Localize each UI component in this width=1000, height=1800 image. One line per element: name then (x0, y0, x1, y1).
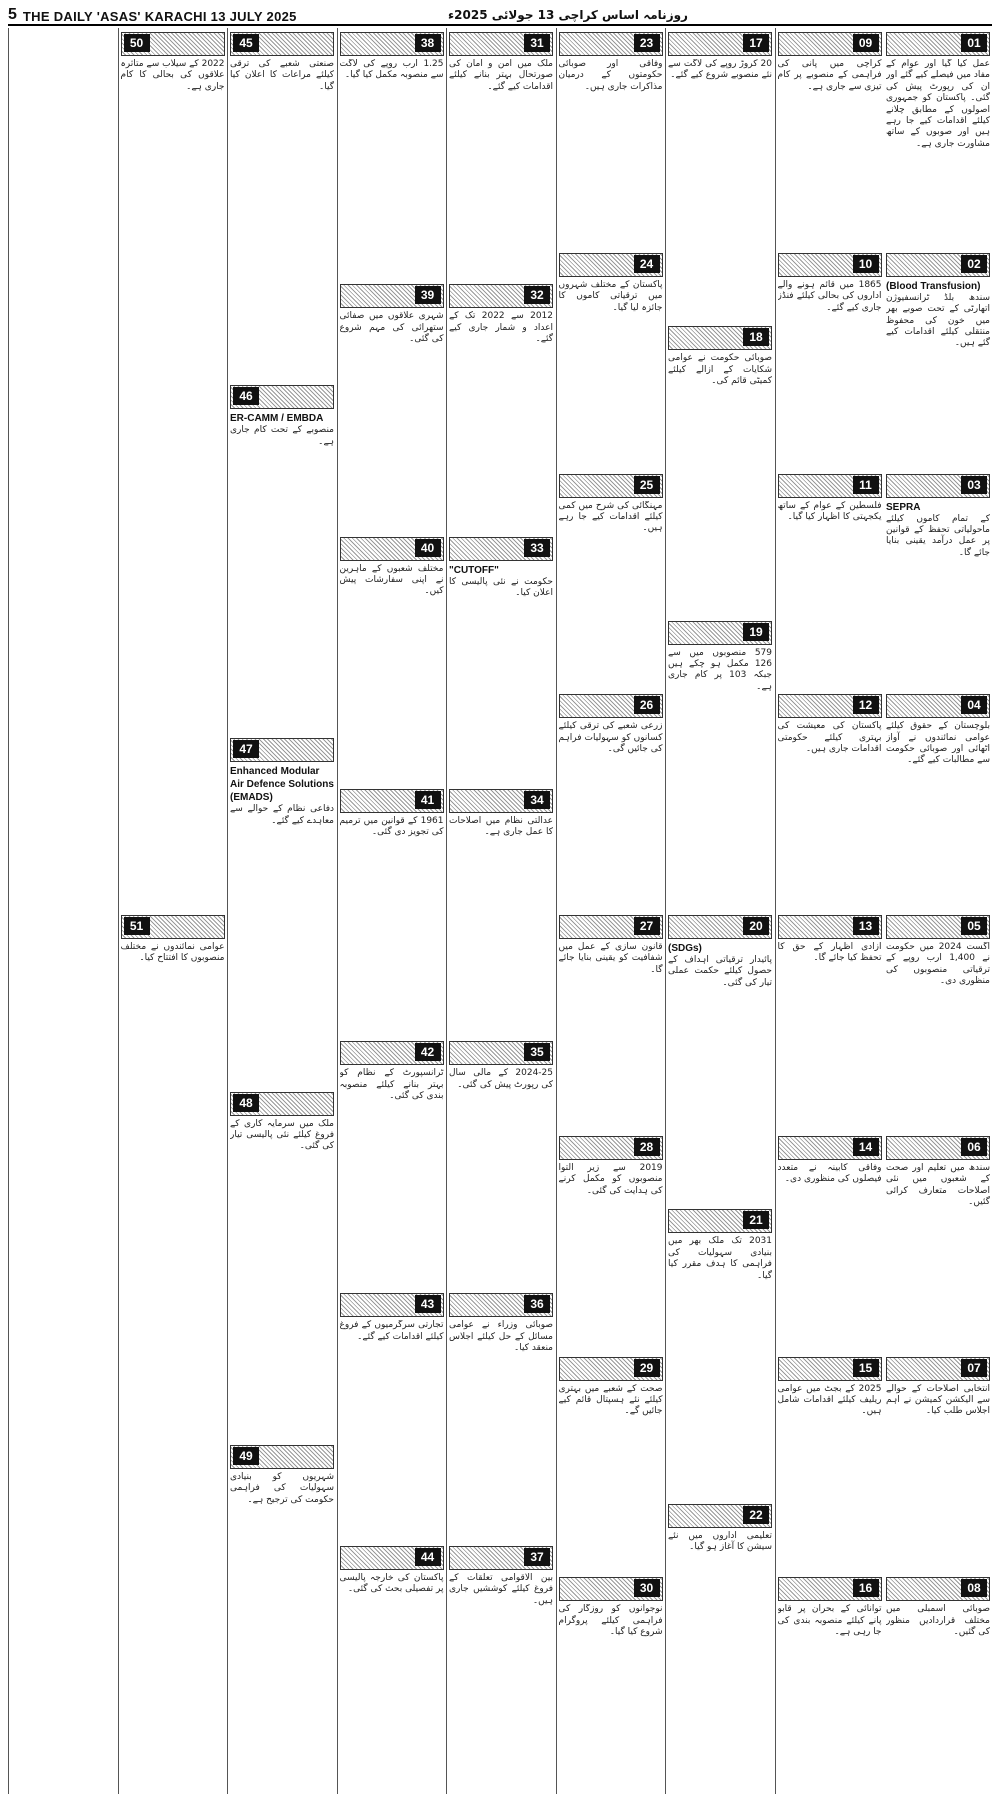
item-body-text: منصوبے کے تحت کام جاری ہے۔ (230, 425, 334, 447)
newspaper-title-ur: روزنامہ اساس کراچی 13 جولائی 2025ء (448, 8, 688, 22)
news-item (886, 1577, 990, 1790)
item-body-text: بین الاقوامی تعلقات کے فروغ کیلئے کوششیں جاری ہیں۔ (449, 1572, 553, 1606)
news-item (340, 1293, 444, 1537)
item-number: 36 (524, 1295, 550, 1313)
newspaper-title-en: THE DAILY 'ASAS' KARACHI 13 JULY 2025 (22, 9, 297, 24)
news-item (340, 32, 444, 276)
news-item (778, 1357, 882, 1570)
item-body-text: صحت کے شعبے میں بہتری کیلئے نئے ہسپتال قائم کیے جائیں گے۔ (558, 1383, 663, 1417)
item-number-badge (668, 915, 772, 939)
item-body-text: 2025 کے بجٹ میں عوامی ریلیف کیلئے اقدامات شامل ہیں۔ (777, 1383, 882, 1417)
item-number-badge (449, 32, 553, 56)
news-item (886, 694, 990, 907)
item-number-badge (886, 32, 990, 56)
item-number-badge (340, 1546, 444, 1570)
item-number: 30 (634, 1579, 660, 1597)
column-5 (446, 28, 555, 1794)
item-body-text: 2024-25 کے مالی سال کی رپورٹ پیش کی گئی۔ (449, 1068, 553, 1090)
item-number-badge (668, 621, 772, 645)
item-number: 28 (634, 1138, 660, 1156)
item-number-badge (778, 915, 882, 939)
item-number: 05 (961, 917, 987, 935)
item-number-badge (559, 915, 663, 939)
item-english-term: "CUTOFF" (449, 564, 499, 576)
item-number-badge (559, 1136, 663, 1160)
item-body-text: ٹرانسپورٹ کے نظام کو بہتر بنانے کیلئے منصوبہ بندی کی گئی۔ (339, 1068, 444, 1101)
column-3 (665, 28, 774, 1794)
item-number: 15 (853, 1359, 879, 1377)
item-number: 38 (415, 34, 441, 52)
item-english-term: (SDGs) (668, 943, 702, 954)
item-body-text: عدالتی نظام میں اصلاحات کا عمل جاری ہے۔ (449, 815, 553, 838)
news-item (340, 1546, 444, 1790)
item-english-term: (Blood Transfusion) (886, 280, 981, 292)
item-number: 13 (853, 917, 879, 935)
item-number-badge (886, 915, 990, 939)
news-item (778, 1577, 882, 1790)
item-number: 27 (634, 917, 660, 935)
newspaper-columns (8, 28, 992, 1794)
news-item (778, 694, 882, 907)
item-body-text: صوبائی حکومت نے عوامی شکایات کے ازالے کیلئے کمیٹی قائم کی۔ (668, 353, 772, 387)
item-number-badge (340, 32, 444, 56)
item-number: 20 (743, 917, 769, 935)
item-number-badge (886, 1136, 990, 1160)
item-number: 19 (743, 623, 769, 641)
item-number: 50 (124, 34, 150, 52)
item-number-badge (449, 284, 553, 308)
column-6 (337, 28, 446, 1794)
item-number-badge (778, 694, 882, 718)
item-number-badge (230, 32, 334, 56)
news-item (778, 474, 882, 687)
item-body-text: انتخابی اصلاحات کے حوالے سے الیکشن کمیشن نے اہم اجلاس طلب کیا۔ (886, 1383, 990, 1417)
item-number: 25 (634, 476, 660, 494)
news-item (559, 253, 663, 466)
item-body-text: تجارتی سرگرمیوں کے فروغ کیلئے اقدامات کیے گئے۔ (339, 1320, 444, 1342)
item-number-badge (230, 1445, 334, 1469)
item-number: 01 (961, 34, 987, 52)
item-number: 29 (634, 1359, 660, 1377)
news-item (449, 537, 553, 781)
item-number: 51 (124, 917, 150, 935)
item-number-badge (778, 1357, 882, 1381)
news-item (886, 915, 990, 1128)
news-item (230, 1445, 334, 1790)
news-item (559, 1357, 663, 1570)
item-number-badge (449, 537, 553, 561)
item-body-text: کے تمام کاموں کیلئے ماحولیاتی تحفظ کے قوانین پر عمل درآمد یقینی بنایا جائے گا۔ (886, 513, 990, 558)
item-body-text: ملک میں امن و امان کی صورتحال بہتر بنانے کیلئے اقدامات کیے گئے۔ (449, 59, 553, 92)
news-item (340, 537, 444, 781)
news-item (668, 1504, 772, 1790)
item-body-text: 2019 سے زیر التوا منصوبوں کو مکمل کرنے کی ہدایت کی گئی۔ (558, 1162, 663, 1196)
item-number: 09 (853, 34, 879, 52)
item-number: 45 (233, 34, 259, 52)
news-item (559, 694, 663, 907)
item-number: 43 (415, 1295, 441, 1313)
news-item (449, 1546, 553, 1790)
item-body-text: 579 منصوبوں میں سے 126 مکمل ہو چکے ہیں جبکہ 103 پر کام جاری ہے۔ (668, 647, 772, 692)
item-body-text: توانائی کے بحران پر قابو پانے کیلئے منصوبہ بندی کی جا رہی ہے۔ (777, 1604, 882, 1638)
item-number-badge (559, 32, 663, 56)
item-number: 23 (634, 34, 660, 52)
item-body-text: حکومت نے نئی پالیسی کا اعلان کیا۔ (449, 576, 553, 598)
news-item (559, 474, 663, 687)
news-item (886, 1357, 990, 1570)
news-item (668, 1209, 772, 1495)
item-number: 26 (634, 696, 660, 714)
item-body-text: پاکستان کی معیشت کی بہتری کیلئے حکومتی اقدامات جاری ہیں۔ (777, 721, 882, 755)
item-number: 39 (415, 286, 441, 304)
item-number-badge (230, 385, 334, 409)
item-number: 03 (961, 476, 987, 494)
item-number-badge (230, 738, 334, 762)
item-body-text: دفاعی نظام کے حوالے سے معاہدے کیے گئے۔ (230, 804, 334, 826)
item-number-badge (559, 1577, 663, 1601)
news-item (230, 32, 334, 377)
news-item (449, 1293, 553, 1537)
item-number: 47 (233, 740, 259, 758)
item-body-text: کراچی میں پانی کی فراہمی کے منصوبے پر کام تیزی سے جاری ہے۔ (777, 59, 882, 92)
item-body-text: صنعتی شعبے کی ترقی کیلئے مراعات کا اعلان کیا گیا۔ (230, 59, 334, 92)
item-number-badge (449, 789, 553, 813)
news-item (668, 326, 772, 612)
news-item (230, 385, 334, 730)
item-body-text: وفاقی اور صوبائی حکومتوں کے درمیان مذاکرات جاری ہیں۔ (558, 59, 663, 92)
item-body-text: آزادی اظہار کے حق کا تحفظ کیا جائے گا۔ (777, 942, 882, 964)
item-number-badge (559, 253, 663, 277)
item-number-badge (340, 537, 444, 561)
news-item (449, 1041, 553, 1285)
item-english-term: Enhanced Modular Air Defence Solutions (EMADS) (230, 766, 334, 804)
item-number: 35 (524, 1043, 550, 1061)
news-item (559, 915, 663, 1128)
item-number-badge (449, 1041, 553, 1065)
item-number: 07 (961, 1359, 987, 1377)
item-number: 42 (415, 1043, 441, 1061)
item-number: 06 (961, 1138, 987, 1156)
item-number-badge (559, 1357, 663, 1381)
item-body-text: بلوچستان کے حقوق کیلئے عوامی نمائندوں نے آواز اٹھائی اور صوبائی حکومت سے مطالبات کیے گئے۔ (886, 721, 990, 766)
column-9 (8, 28, 117, 1794)
news-item (340, 284, 444, 528)
item-english-term: ER-CAMM / EMBDA (230, 413, 324, 425)
item-body-text: مہنگائی کی شرح میں کمی کیلئے اقدامات کیے جا رہے ہیں۔ (558, 500, 663, 534)
item-body-text: اگست 2024 میں حکومت نے 1,400 ارب روپے کے ترقیاتی منصوبوں کی منظوری دی۔ (886, 942, 990, 987)
news-item (121, 915, 225, 1790)
item-number: 49 (233, 1447, 259, 1465)
item-number-badge (340, 1293, 444, 1317)
item-number-badge (886, 1357, 990, 1381)
item-number-badge (778, 1136, 882, 1160)
item-body-text: 1961 کے قوانین میں ترمیم کی تجویز دی گئی۔ (339, 815, 444, 838)
column-7 (227, 28, 336, 1794)
item-body-text: شہری علاقوں میں صفائی ستھرائی کی مہم شروع کی گئی۔ (339, 311, 444, 345)
item-body-text: 1.25 ارب روپے کی لاگت سے منصوبہ مکمل کیا گیا۔ (339, 59, 444, 81)
news-item (559, 1136, 663, 1349)
item-number-badge (668, 1209, 772, 1233)
item-number-badge (340, 789, 444, 813)
item-number: 34 (524, 791, 550, 809)
item-body-text: سندھ میں تعلیم اور صحت کے شعبوں میں نئی اصلاحات متعارف کرائی گئیں۔ (886, 1162, 990, 1207)
item-body-text: سندھ بلڈ ٹرانسفیوژن اتھارٹی کے تحت صوبے بھر میں خون کی محفوظ منتقلی کیلئے اقدامات کیے گئے ہیں۔ (886, 292, 990, 349)
item-english-term: SEPRA (886, 501, 921, 513)
item-body-text: پاکستان کے مختلف شہروں میں ترقیاتی کاموں کا جائزہ لیا گیا۔ (558, 279, 663, 313)
item-number: 33 (524, 539, 550, 557)
item-number: 14 (853, 1138, 879, 1156)
news-item (449, 789, 553, 1033)
item-number: 17 (743, 34, 769, 52)
item-number: 46 (233, 387, 259, 405)
item-number-badge (340, 284, 444, 308)
news-item (778, 32, 882, 245)
item-number: 16 (853, 1579, 879, 1597)
item-number-badge (230, 1092, 334, 1116)
item-body-text: تعلیمی اداروں میں نئے سیشن کا آغاز ہو گیا۔ (668, 1530, 772, 1553)
item-number: 08 (961, 1579, 987, 1597)
news-item (340, 1041, 444, 1285)
item-number: 44 (415, 1548, 441, 1566)
item-body-text: 2022 کے سیلاب سے متاثرہ علاقوں کی بحالی کا کام جاری ہے۔ (120, 59, 225, 92)
item-number: 02 (961, 255, 987, 273)
item-body-text: 1865 میں قائم ہونے والے اداروں کی بحالی کیلئے فنڈز جاری کیے گئے۔ (777, 279, 882, 313)
item-body-text: 2012 سے 2022 تک کے اعداد و شمار جاری کیے گئے۔ (449, 311, 553, 345)
item-number: 41 (415, 791, 441, 809)
item-number-badge (559, 474, 663, 498)
item-body-text: پاکستان کی خارجہ پالیسی پر تفصیلی بحث کی گئی۔ (339, 1572, 444, 1595)
news-item (340, 789, 444, 1033)
news-item (559, 32, 663, 245)
item-body-text: قانون سازی کے عمل میں شفافیت کو یقینی بنایا جائے گا۔ (558, 942, 663, 975)
item-number-badge (886, 694, 990, 718)
item-number-badge (449, 1546, 553, 1570)
item-body-text: مختلف شعبوں کے ماہرین نے اپنی سفارشات پیش کیں۔ (339, 563, 444, 597)
header-left (8, 6, 297, 24)
item-number-badge (778, 32, 882, 56)
news-item (449, 284, 553, 528)
news-item (886, 474, 990, 687)
news-item (668, 915, 772, 1201)
item-body-text: صوبائی وزراء نے عوامی مسائل کے حل کیلئے اجلاس منعقد کیا۔ (449, 1320, 553, 1354)
item-number: 22 (743, 1506, 769, 1524)
item-body-text: 2031 تک ملک بھر میں بنیادی سہولیات کی فراہمی کا ہدف مقرر کیا گیا۔ (668, 1236, 772, 1281)
item-body-text: پائیدار ترقیاتی اہداف کے حصول کیلئے حکمت عملی تیار کی گئی۔ (668, 955, 772, 988)
news-item (559, 1577, 663, 1790)
item-number-badge (886, 253, 990, 277)
news-item (230, 738, 334, 1083)
item-number: 40 (415, 539, 441, 557)
news-item (886, 1136, 990, 1349)
item-number-badge (121, 32, 225, 56)
item-number: 32 (524, 286, 550, 304)
item-body-text: زرعی شعبے کی ترقی کیلئے کسانوں کو سہولیات فراہم کی جائیں گی۔ (558, 721, 663, 755)
item-number: 04 (961, 696, 987, 714)
news-item (449, 32, 553, 276)
column-4 (556, 28, 665, 1794)
item-body-text: نوجوانوں کو روزگار کی فراہمی کیلئے پروگرام شروع کیا گیا۔ (558, 1604, 663, 1638)
item-number-badge (778, 1577, 882, 1601)
item-number: 48 (233, 1094, 259, 1112)
item-number-badge (886, 1577, 990, 1601)
item-number: 37 (524, 1548, 550, 1566)
item-body-text: فلسطین کے عوام کے ساتھ یکجہتی کا اظہار کیا گیا۔ (777, 500, 882, 522)
item-body-text: ملک میں سرمایہ کاری کے فروغ کیلئے نئی پالیسی تیار کی گئی۔ (230, 1118, 334, 1152)
item-number-badge (778, 474, 882, 498)
item-body-text: صوبائی اسمبلی میں مختلف قراردادیں منظور کی گئیں۔ (886, 1604, 990, 1638)
page-number: 5 (8, 6, 17, 23)
item-number-badge (449, 1293, 553, 1317)
news-item (778, 253, 882, 466)
item-number-badge (121, 915, 225, 939)
item-body-text: عوامی نمائندوں نے مختلف منصوبوں کا افتتاح کیا۔ (120, 942, 225, 964)
column-8 (118, 28, 227, 1794)
item-number-badge (668, 1504, 772, 1528)
item-number: 31 (524, 34, 550, 52)
item-body-text: وفاقی کابینہ نے متعدد فیصلوں کی منظوری دی۔ (777, 1162, 882, 1185)
page-header (8, 4, 992, 26)
item-number: 10 (853, 255, 879, 273)
column-2 (775, 28, 884, 1794)
news-item (121, 32, 225, 907)
news-item (886, 253, 990, 466)
item-number-badge (668, 326, 772, 350)
item-number-badge (668, 32, 772, 56)
item-number: 24 (634, 255, 660, 273)
item-number: 12 (853, 696, 879, 714)
item-number-badge (778, 253, 882, 277)
item-body-text: شہریوں کو بنیادی سہولیات کی فراہمی حکومت کی ترجیح ہے۔ (230, 1471, 334, 1505)
item-number: 21 (743, 1211, 769, 1229)
news-item (778, 915, 882, 1128)
item-number: 11 (853, 476, 879, 494)
column-1 (884, 28, 992, 1794)
news-item (886, 32, 990, 245)
item-number: 18 (743, 328, 769, 346)
item-number-badge (559, 694, 663, 718)
item-number-badge (886, 474, 990, 498)
news-item (668, 621, 772, 907)
item-number-badge (340, 1041, 444, 1065)
item-body-text: 20 کروڑ روپے کی لاگت سے نئے منصوبے شروع کیے گئے۔ (668, 59, 772, 81)
news-item (668, 32, 772, 318)
news-item (230, 1092, 334, 1437)
news-item (778, 1136, 882, 1349)
item-body-text: عمل کیا گیا اور عوام کے مفاد میں فیصلے کیے گئے اور ان کی رپورٹ پیش کی گئی۔ پاکستان کو جمہوری اصولوں کے مطابق چلانے کیلئے اقدامات کیے جا رہے ہیں اور صوبوں کے ساتھ مشاورت جاری ہے۔ (886, 59, 990, 149)
